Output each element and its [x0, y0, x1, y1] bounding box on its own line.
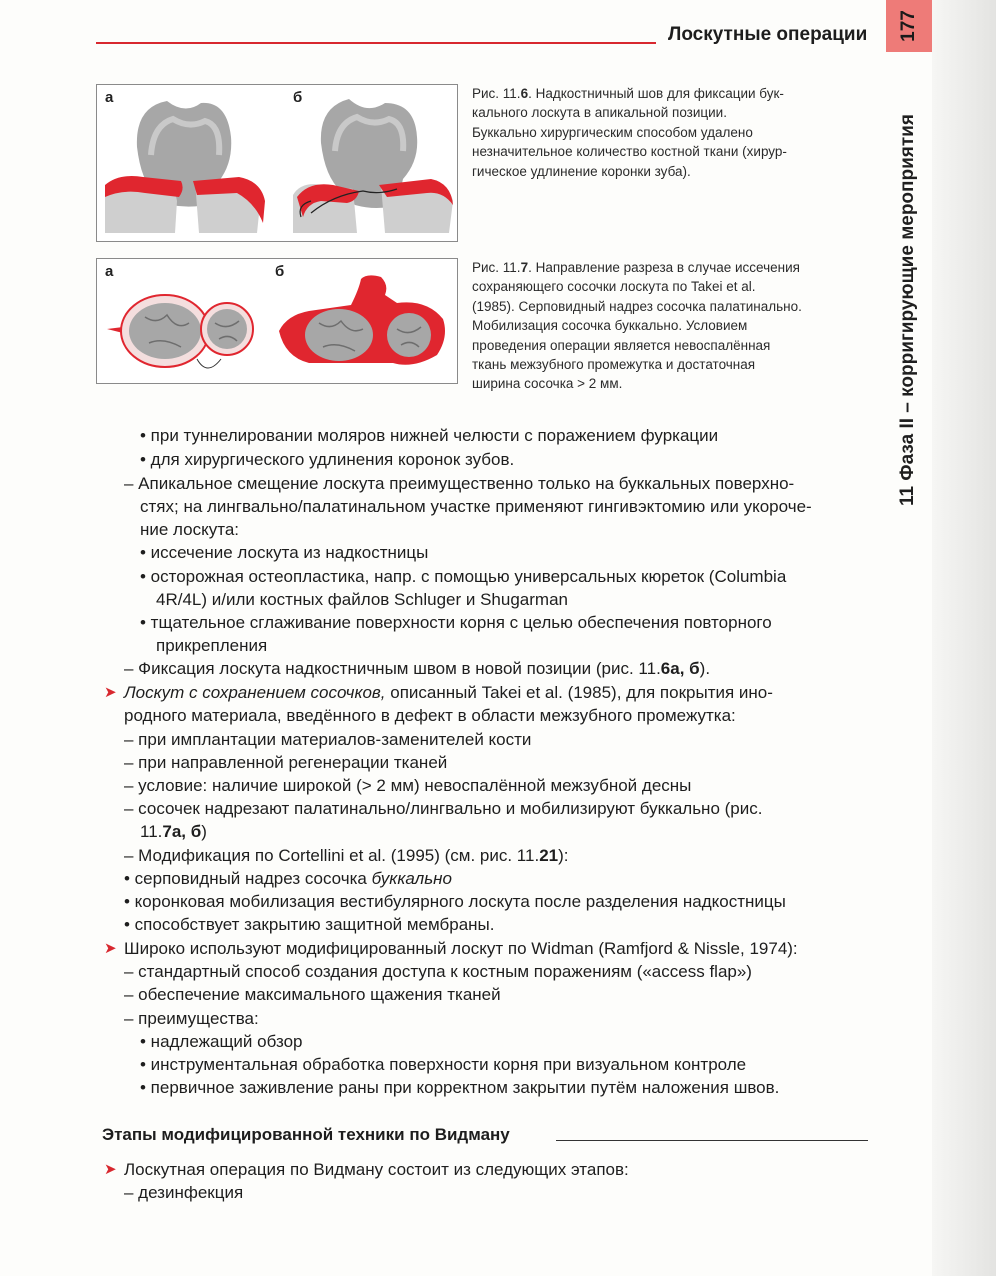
text-line: – стандартный способ создания доступа к костным поражениям («access flap»)	[124, 962, 752, 981]
text-line: – Апикальное смещение лоскута преимущественно только на буккальных поверхно-	[124, 474, 795, 493]
text-line: – преимущества:	[124, 1009, 259, 1028]
text-line: – обеспечение максимального щажения тканей	[124, 985, 501, 1004]
text-line: – Модификация по Cortellini et al. (1995) (см. рис. 11.21):	[124, 846, 569, 865]
running-header-title: Лоскутные операции	[668, 24, 868, 45]
text-line: • иссечение лоскута из надкостницы	[140, 543, 429, 562]
text-line: • коронковая мобилизация вестибулярного лоскута после разделения надкостницы	[124, 892, 786, 911]
molar-a-icon	[129, 303, 201, 359]
text-line: – сосочек надрезают палатинально/лингвально и мобилизируют буккально (рис.	[124, 799, 763, 818]
arrow-bullet-icon: ➤	[104, 684, 117, 701]
text-line: • серповидный надрез сосочка буккально	[124, 869, 452, 888]
figure-11-6-label-b: б	[293, 89, 303, 106]
text-line: • надлежащий обзор	[140, 1032, 303, 1051]
figure-11-7-caption: Рис. 11.7. Направление разреза в случае иссечения сохраняющего сосочки лоскута по Takei et al. (1985). Серповидный надрез сосочка палатинально. Мобилизация сосочка буккально. Условием проведения операции является невоспалённая ткань межзубного промежутка и достаточная ширина сосочка > 2 мм.	[472, 260, 802, 392]
text-line: Лоскутная операция по Видману состоит из следующих этапов:	[124, 1160, 629, 1179]
figure-11-6-label-a: а	[105, 89, 114, 106]
figure-11-6-illustration	[97, 85, 457, 241]
figure-11-6-caption: Рис. 11.6. Надкостничный шов для фиксации бук- кального лоскута в апикальной позиции. Буккально хирургическим способом удалено незначительное количество костной ткани (хирур- гическое удлинение коронки зуба).	[472, 86, 787, 179]
text-line: • первичное заживление раны при корректном закрытии путём наложения швов.	[140, 1078, 780, 1097]
text-line: прикрепления	[156, 636, 268, 655]
arrow-bullet-icon: ➤	[104, 940, 117, 957]
figure-11-7	[96, 258, 458, 384]
text-line: • тщательное сглаживание поверхности корня с целью обеспечения повторного	[140, 613, 772, 632]
text-line: 4R/4L) и/или костных файлов Schluger и Shugarman	[156, 590, 568, 609]
text-line: • инструментальная обработка поверхности корня при визуальном контроле	[140, 1055, 747, 1074]
header-rule	[96, 42, 656, 44]
text-line: – при имплантации материалов-заменителей кости	[124, 730, 532, 749]
molar-b-icon	[305, 309, 373, 361]
chapter-side-label: 11 Фаза II – корригирующие мероприятия	[897, 114, 918, 506]
text-line: ние лоскута:	[140, 520, 240, 539]
arrow-bullet-icon: ➤	[104, 1161, 117, 1178]
text-line: • для хирургического удлинения коронок зубов.	[140, 450, 515, 469]
page-number: 177	[897, 10, 919, 42]
text-line: • при туннелировании моляров нижней челюсти с поражением фуркации	[140, 426, 719, 445]
text-line: • способствует закрытию защитной мембраны.	[124, 915, 495, 934]
figure-11-7-label-b: б	[275, 263, 285, 280]
text-line: стях; на лингвально/палатинальном участке применяют гингивэктомию или укороче-	[140, 497, 812, 516]
section-rule	[556, 1140, 868, 1141]
text-line: родного материала, введённого в дефект в области межзубного промежутка:	[124, 706, 736, 725]
text-line: • осторожная остеопластика, напр. с помощью универсальных кюреток (Columbia	[140, 567, 787, 586]
text-line: Лоскут с сохранением сосочков, описанный Takei et al. (1985), для покрытия ино-	[124, 683, 773, 702]
text-line: Широко используют модифицированный лоскут по Widman (Ramfjord & Nissle, 1974):	[124, 939, 798, 958]
figure-11-6	[96, 84, 458, 242]
section-heading: Этапы модифицированной техники по Видману	[102, 1125, 510, 1144]
page-edge-shadow	[932, 0, 996, 1276]
premolar-a-icon	[207, 309, 247, 349]
text-line: – условие: наличие широкой (> 2 мм) невоспалённой межзубной десны	[124, 776, 692, 795]
premolar-b-icon	[387, 313, 431, 357]
figure-11-7-label-a: а	[105, 263, 114, 280]
text-line: – дезинфекция	[124, 1183, 244, 1202]
text-line: – при направленной регенерации тканей	[124, 753, 448, 772]
text-line: 11.7а, б)	[140, 822, 207, 841]
text-line: – Фиксация лоскута надкостничным швом в новой позиции (рис. 11.6а, б).	[124, 659, 711, 678]
